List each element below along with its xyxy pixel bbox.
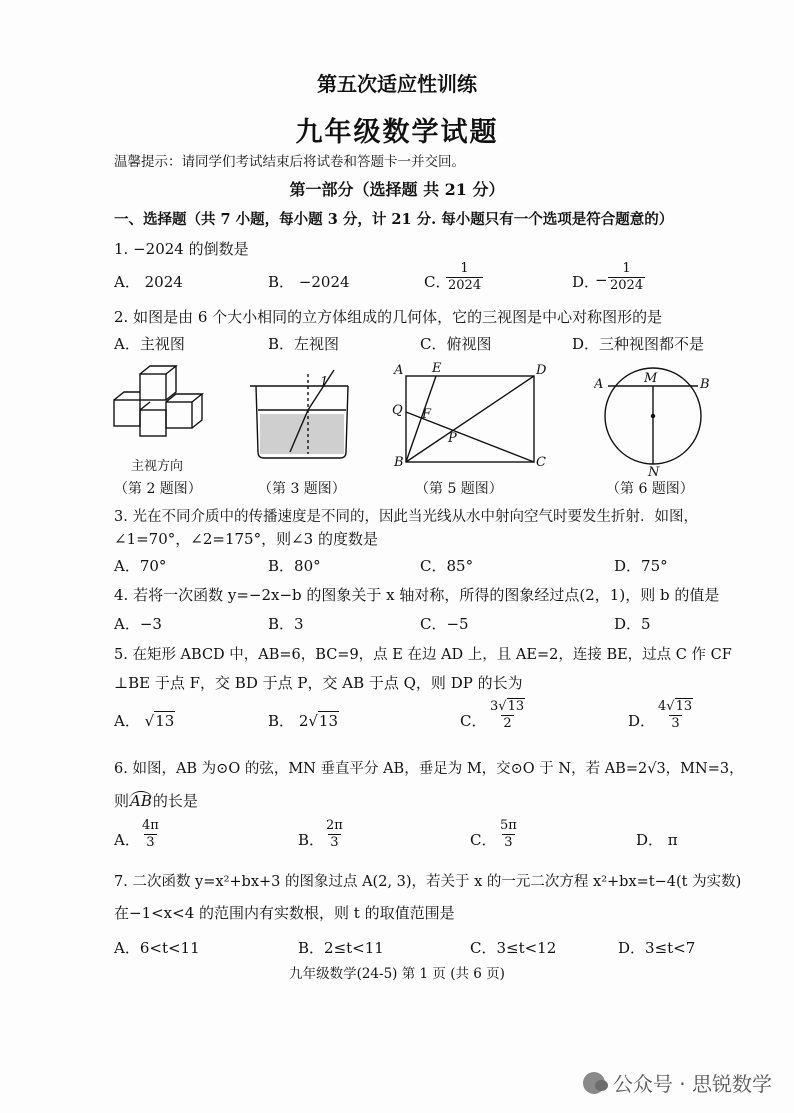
fig5-label-e: E <box>432 361 442 376</box>
q5-a-root-sign: √ <box>144 712 155 730</box>
q5-option-b <box>268 710 339 731</box>
q5-option-d-fraction <box>656 700 695 732</box>
tip-text: 温馨提示：请同学们考试结束后将试卷和答题卡一并交回。 <box>114 154 465 170</box>
figure-2-note: 主视方向 <box>131 459 184 474</box>
fig5-label-f: F <box>422 407 432 422</box>
q5-b-radicand: 13 <box>318 712 339 730</box>
q7-option-b: B．2≤t<11 <box>298 939 384 957</box>
q5-c-coefficient: 3 <box>490 699 499 714</box>
q3-option-d: D．75° <box>614 557 668 575</box>
exam-subtitle: 第五次适应性训练 <box>317 72 477 96</box>
q6-b-numerator: 2π <box>326 818 343 833</box>
q7-line1: 7. 二次函数 y=x²+bx+3 的图象过点 A(2, 3)，若关于 x 的一元二次方程 x²+bx=t−4(t 为实数) <box>114 874 742 890</box>
q1-option-a: A． 2024 <box>114 273 183 291</box>
q6-a-denominator: 3 <box>146 835 155 851</box>
q6-option-d: D． π <box>636 831 678 849</box>
q6-line2-suffix: 的长是 <box>152 792 198 810</box>
fig6-label-m: M <box>644 371 658 386</box>
figure-3-caption: （第 3 题图） <box>258 481 346 497</box>
q3-option-b: B．80° <box>268 557 321 575</box>
wechat-icon <box>583 1072 605 1094</box>
q5-d-numerator: 4√13 <box>658 699 693 714</box>
q5-a-label: A． <box>114 712 140 730</box>
q5-line2: ⊥BE 于点 F，交 BD 于点 P，交 AB 于点 Q，则 DP 的长为 <box>114 674 523 692</box>
q6-line2 <box>114 790 198 811</box>
q5-a-radicand: 13 <box>155 712 175 730</box>
q6-option-a-fraction <box>140 819 161 851</box>
q5-c-denominator: 2 <box>503 716 512 732</box>
figure-6-caption: （第 6 题图） <box>606 481 694 497</box>
q3-option-a: A．70° <box>114 557 167 575</box>
figure-5-rectangle <box>392 360 552 470</box>
q5-option-a <box>114 710 175 731</box>
q3-option-c: C．85° <box>420 557 474 575</box>
q1-stem: 1. −2024 的倒数是 <box>114 240 249 258</box>
fig5-label-a: A <box>394 363 404 378</box>
page-footer: 九年级数学(24-5) 第 1 页 (共 6 页) <box>289 966 505 982</box>
figure-3-angle-label: 1 <box>320 375 329 390</box>
q4-option-d: D．5 <box>614 615 651 633</box>
fig5-label-d: D <box>536 363 547 378</box>
q1-option-b: B． −2024 <box>268 273 350 291</box>
q5-b-root-sign: √ <box>308 712 318 730</box>
q6-option-c-fraction <box>498 819 519 851</box>
figure-6-circle <box>594 364 716 476</box>
q5-d-coefficient: 4 <box>658 699 667 714</box>
q5-b-coefficient: 2 <box>298 712 309 730</box>
q1-d-denominator: 2024 <box>610 278 644 294</box>
q6-line2-prefix: 则 <box>114 792 130 810</box>
q6-option-b-label: B． <box>298 831 325 849</box>
figure-5-caption: （第 5 题图） <box>415 481 503 497</box>
q1-option-c-fraction <box>446 262 483 294</box>
q5-b-label: B． <box>268 712 295 730</box>
q7-option-a: A．6<t<11 <box>114 939 200 957</box>
q5-d-radicand: 13 <box>675 699 693 714</box>
q6-c-numerator: 5π <box>500 818 517 833</box>
q5-option-c-fraction <box>488 700 527 732</box>
figure-2-caption: （第 2 题图） <box>114 481 202 497</box>
q4-option-a: A．−3 <box>114 615 162 633</box>
q6-option-a-label: A． <box>114 831 140 849</box>
q4-option-b: B．3 <box>268 615 304 633</box>
q3-line1: 3. 光在不同介质中的传播速度是不同的，因此当光线从水中射向空气时要发生折射．如图， <box>114 509 698 525</box>
fig5-label-b: B <box>394 455 404 470</box>
q7-option-d: D．3≤t<7 <box>618 939 696 957</box>
exam-title: 九年级数学试题 <box>295 117 499 148</box>
watermark <box>583 1068 772 1097</box>
q2-option-b: B．左视图 <box>268 335 340 353</box>
q5-option-c-label: C． <box>460 712 487 730</box>
q5-c-radicand: 13 <box>507 699 525 714</box>
q2-option-c: C．俯视图 <box>420 335 492 353</box>
fig5-label-p: P <box>448 431 457 446</box>
q6-option-b-fraction <box>324 819 345 851</box>
figure-2-cubes <box>106 362 218 458</box>
q1-option-d-sign: − <box>595 271 608 289</box>
fig5-label-c: C <box>536 455 546 470</box>
section-heading: 一、选择题（共 7 小题，每小题 3 分，计 21 分. 每小题只有一个选项是符合题意的） <box>114 211 674 228</box>
q3-line2: ∠1=70°，∠2=175°，则∠3 的度数是 <box>114 530 378 548</box>
q7-option-c: C．3≤t<12 <box>470 939 557 957</box>
part-heading: 第一部分（选择题 共 21 分） <box>289 180 505 199</box>
q2-option-d: D．三种视图都不是 <box>572 335 705 353</box>
q6-b-denominator: 3 <box>330 835 339 851</box>
q6-option-c-label: C． <box>470 831 497 849</box>
q1-option-c-label: C． <box>424 273 451 291</box>
q6-c-denominator: 3 <box>504 835 513 851</box>
q4-stem: 4. 若将一次函数 y=−2x−b 的图象关于 x 轴对称，所得的图象经过点(2，1)，则 b 的值是 <box>114 586 720 604</box>
q1-option-d-fraction <box>608 262 645 294</box>
q6-arc-ab: AB <box>130 792 152 810</box>
watermark-text: 公众号 · 思锐数学 <box>612 1072 772 1096</box>
fig6-label-a: A <box>594 377 604 392</box>
q1-c-numerator: 1 <box>460 261 469 276</box>
q5-c-numerator: 3√13 <box>490 699 525 714</box>
fig6-label-b: B <box>700 377 710 392</box>
fig5-label-q: Q <box>392 403 403 418</box>
q1-d-numerator: 1 <box>622 261 631 276</box>
q6-line1: 6. 如图，AB 为⊙O 的弦，MN 垂直平分 AB，垂足为 M，交⊙O 于 N，若 AB=2√3，MN=3， <box>114 761 744 777</box>
q5-d-denominator: 3 <box>671 716 680 732</box>
q5-option-d-label: D． <box>628 712 656 730</box>
q2-stem: 2. 如图是由 6 个大小相同的立方体组成的几何体，它的三视图是中心对称图形的是 <box>114 308 663 326</box>
fig6-label-n: N <box>648 465 660 476</box>
q1-c-denominator: 2024 <box>448 278 482 294</box>
q7-line2: 在−1<x<4 的范围内有实数根，则 t 的取值范围是 <box>114 904 455 922</box>
q4-option-c: C．−5 <box>420 615 469 633</box>
q5-line1: 5. 在矩形 ABCD 中，AB=6，BC=9，点 E 在边 AD 上，且 AE=2，连接 BE，过点 C 作 CF <box>114 647 732 663</box>
q6-a-numerator: 4π <box>142 818 159 833</box>
q2-option-a: A．主视图 <box>114 335 185 353</box>
q1-option-d-label: D． <box>572 273 600 291</box>
figure-3-beaker <box>248 364 358 464</box>
